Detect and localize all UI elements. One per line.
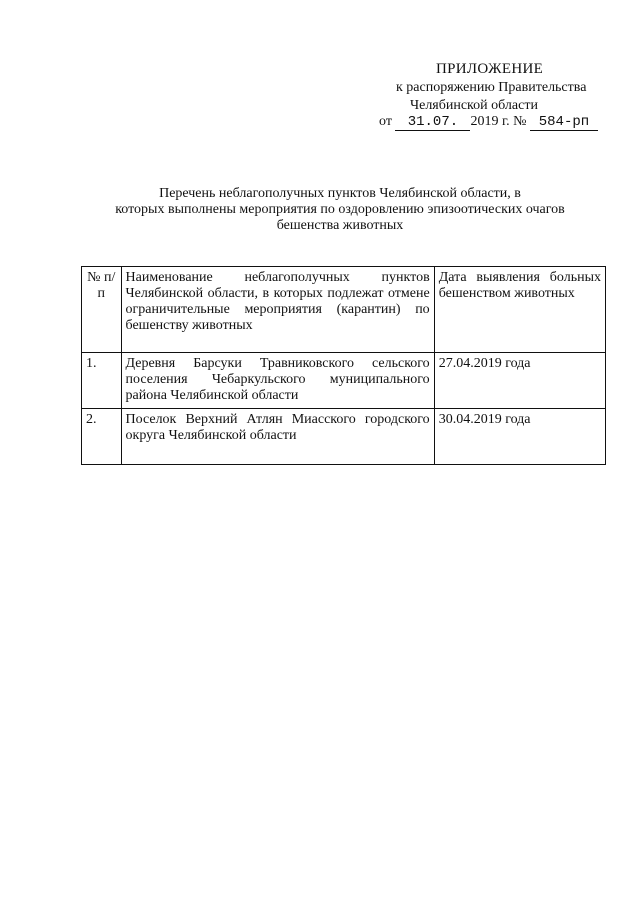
table-row [82, 353, 606, 409]
heading-line-3: бешенства животных [276, 218, 404, 233]
date-prefix: от [379, 114, 392, 129]
appendix-decree-line: к распоряжению Правительства [396, 80, 587, 95]
row-date: 30.04.2019 года [434, 409, 605, 465]
decree-year-text: 2019 г. № [470, 114, 527, 129]
header-num: № п/п [82, 267, 122, 353]
header-name: Наименование неблагополучных пунктов Челябинской области, в которых подлежат отмене ограничительные мероприятия (карантин) по бешенству животных [121, 267, 434, 353]
appendix-region-line: Челябинской области [410, 98, 538, 113]
decree-number-value: 584-рп [530, 114, 598, 131]
header-date: Дата выявления больных бешенством животных [434, 267, 605, 353]
appendix-title: ПРИЛОЖЕНИЕ [436, 61, 544, 77]
row-date: 27.04.2019 года [434, 353, 605, 409]
row-num: 1. [82, 353, 122, 409]
row-num: 2. [82, 409, 122, 465]
row-name: Деревня Барсуки Травниковского сельского поселения Чебаркульского муниципального района Челябинской области [121, 353, 434, 409]
heading-line-1: Перечень неблагополучных пунктов Челябинской области, в [159, 186, 521, 201]
document-heading [60, 186, 620, 234]
row-name: Поселок Верхний Атлян Миасского городского округа Челябинской области [121, 409, 434, 465]
table-header-row [82, 267, 606, 353]
table-row [82, 409, 606, 465]
locations-table [81, 266, 606, 465]
decree-date-value: 31.07. [395, 114, 470, 131]
appendix-date-line [379, 114, 598, 131]
heading-line-2: которых выполнены мероприятия по оздоровлению эпизоотических очагов [115, 202, 565, 217]
